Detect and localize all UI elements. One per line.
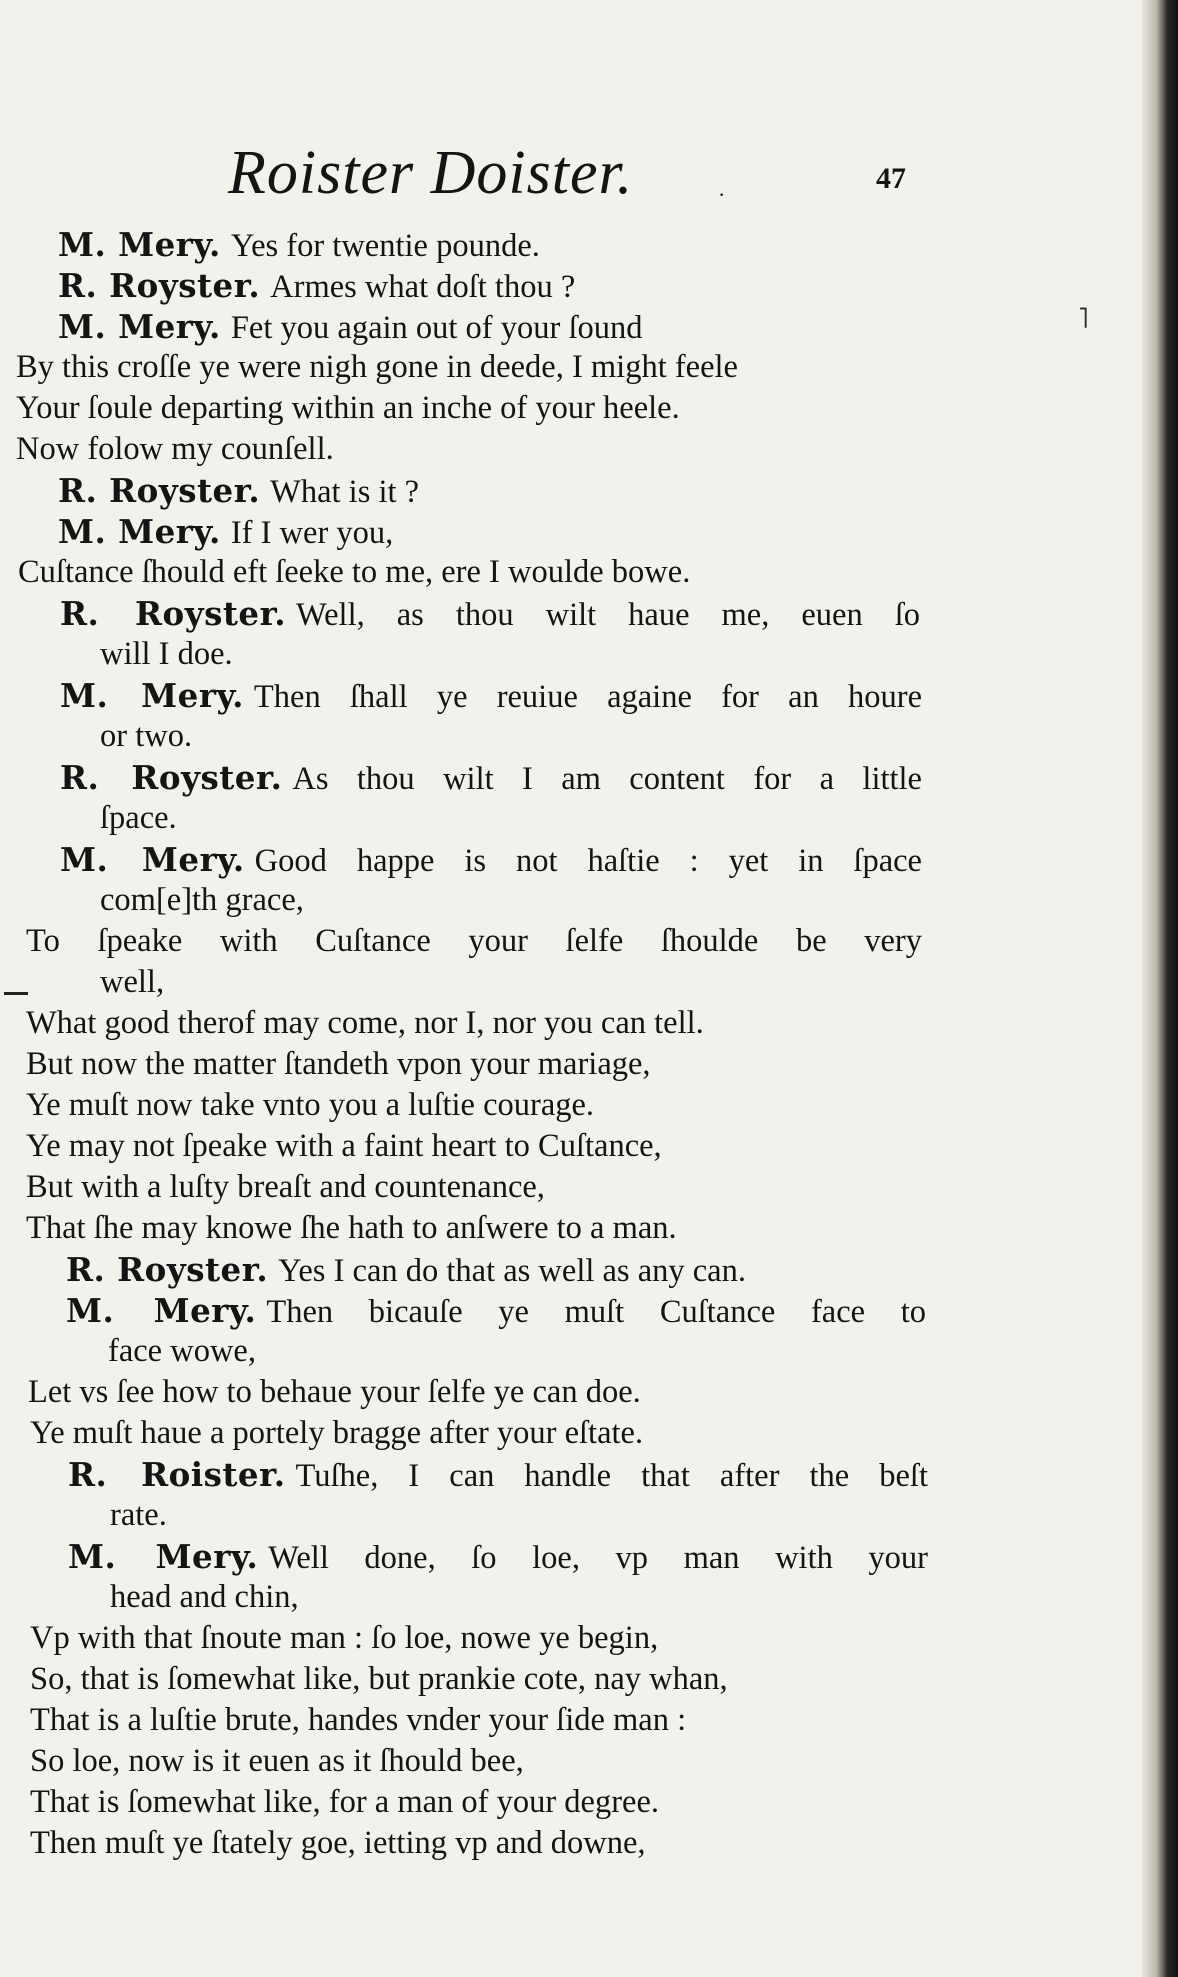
text-line <box>0 429 1130 470</box>
line-text: That is a luſtie brute, handes vnder your ſide man : <box>30 1702 687 1738</box>
line-text: That ſhe may knowe ſhe hath to anſwere to a man. <box>26 1210 677 1246</box>
text-line <box>0 1659 1130 1700</box>
line-text: Well, as thou wilt haue me, euen ſo <box>296 597 921 633</box>
speaker-label: M. Mery. <box>68 1537 259 1576</box>
text-line <box>0 1331 1130 1372</box>
line-text: So loe, now is it euen as it ſhould bee, <box>30 1743 524 1779</box>
speaker-label: R. Roister. <box>68 1455 286 1494</box>
page-number: 47 <box>876 162 906 195</box>
text-line <box>66 1290 926 1331</box>
line-text: Armes what doſt thou ? <box>270 269 576 305</box>
line-text: or two. <box>100 718 193 754</box>
line-text: Your ſoule departing within an inche of your heele. <box>16 390 680 426</box>
text-line <box>60 757 922 798</box>
line-text: Yes I can do that as well as any can. <box>278 1253 746 1289</box>
text-line <box>0 552 1130 593</box>
text-line <box>0 716 1130 757</box>
line-text: By this croſſe ye were nigh gone in deede, I might feele <box>16 349 738 385</box>
line-text: will I doe. <box>100 636 233 672</box>
speaker-label: R. Royster. <box>60 758 283 797</box>
text-line <box>0 1700 1130 1741</box>
speaker-label: R. Royster. <box>58 471 261 510</box>
text-line <box>0 1003 1130 1044</box>
line-text: Ye may not ſpeake with a faint heart to Cuſtance, <box>26 1128 662 1164</box>
text-line <box>0 470 1130 511</box>
text-line <box>0 880 1130 921</box>
text-line <box>0 962 1130 1003</box>
speaker-label: M. Mery. <box>58 225 221 264</box>
line-text: Vp with that ſnoute man : ſo loe, nowe ye begin, <box>30 1620 659 1656</box>
text-line <box>0 1372 1130 1413</box>
line-text: Well done, ſo loe, vp man with your <box>268 1540 928 1576</box>
text-line <box>0 1823 1130 1864</box>
page-edge <box>1142 0 1178 1977</box>
line-text: To ſpeake with Cuſtance your ſelfe ſhoulde be very <box>26 923 922 959</box>
text-line <box>0 1495 1130 1536</box>
speaker-label: R. Royster. <box>58 266 261 305</box>
line-text: com[e]th grace, <box>100 882 304 918</box>
text-line <box>0 306 1130 347</box>
text-line <box>60 675 922 716</box>
text-line <box>0 265 1130 306</box>
line-text: So, that is ſomewhat like, but prankie cote, nay whan, <box>30 1661 728 1697</box>
line-text: That is ſomewhat like, for a man of your degree. <box>30 1784 660 1820</box>
text-line <box>0 1741 1130 1782</box>
text-line <box>0 1249 1130 1290</box>
speaker-label: M. Mery. <box>60 840 245 879</box>
text-line <box>0 347 1130 388</box>
text-line <box>0 634 1130 675</box>
play-text <box>0 224 1130 1864</box>
text-line <box>60 839 922 880</box>
text-line <box>60 593 920 634</box>
speaker-label: M. Mery. <box>66 1291 257 1330</box>
stray-mark: · <box>718 182 726 207</box>
line-text: But now the matter ſtandeth vpon your mariage, <box>26 1046 651 1082</box>
text-line <box>0 1208 1130 1249</box>
running-title: Roister Doister. <box>228 139 634 207</box>
line-text: If I wer you, <box>230 515 394 551</box>
text-line <box>0 1126 1130 1167</box>
text-line <box>0 798 1130 839</box>
text-line <box>0 1167 1130 1208</box>
line-text: Cuſtance ſhould eft ſeeke to me, ere I woulde bowe. <box>18 554 691 590</box>
line-text: ſpace. <box>100 800 177 836</box>
text-line <box>68 1454 928 1495</box>
line-text: Ye muſt now take vnto you a luſtie courage. <box>26 1087 595 1123</box>
line-text: head and chin, <box>110 1579 299 1615</box>
line-text: Tuſhe, I can handle that after the beſt <box>295 1458 928 1494</box>
line-text: Then ſhall ye reuiue againe for an houre <box>253 679 922 715</box>
text-line <box>0 1782 1130 1823</box>
line-text: As thou wilt I am content for a little <box>292 761 922 797</box>
line-text: Then muſt ye ſtately goe, ietting vp and downe, <box>30 1825 646 1861</box>
line-text: Then bicauſe ye muſt Cuſtance face to <box>266 1294 926 1330</box>
line-text: Good happe is not haſtie : yet in ſpace <box>254 843 922 879</box>
margin-mark: ˥ <box>1078 304 1089 335</box>
line-text: What is it ? <box>270 474 420 510</box>
line-text: Let vs ſee how to behaue your ſelfe ye can doe. <box>28 1374 641 1410</box>
line-text: Ye muſt haue a portely bragge after your eſtate. <box>30 1415 644 1451</box>
speaker-label: M. Mery. <box>58 307 221 346</box>
speaker-label: R. Royster. <box>66 1250 269 1289</box>
line-text: well, <box>100 964 165 1000</box>
line-text: Fet you again out of your ſound <box>230 310 643 346</box>
speaker-label: M. Mery. <box>60 676 244 715</box>
text-line <box>26 921 922 962</box>
line-text: What good therof may come, nor I, nor you can tell. <box>26 1005 704 1041</box>
line-text: rate. <box>110 1497 167 1533</box>
line-text: Yes for twentie pounde. <box>230 228 540 264</box>
text-line <box>0 1618 1130 1659</box>
speaker-label: M. Mery. <box>58 512 221 551</box>
text-line <box>68 1536 928 1577</box>
text-line <box>0 1044 1130 1085</box>
text-line <box>0 1577 1130 1618</box>
line-text: Now folow my counſell. <box>16 431 334 467</box>
text-line <box>0 511 1130 552</box>
text-line <box>0 1085 1130 1126</box>
text-line <box>0 1413 1130 1454</box>
line-text: But with a luſty breaſt and countenance, <box>26 1169 545 1205</box>
text-line <box>0 388 1130 429</box>
text-line <box>0 224 1130 265</box>
line-text: face wowe, <box>108 1333 256 1369</box>
running-head <box>0 138 1100 218</box>
speaker-label: R. Royster. <box>60 594 287 633</box>
